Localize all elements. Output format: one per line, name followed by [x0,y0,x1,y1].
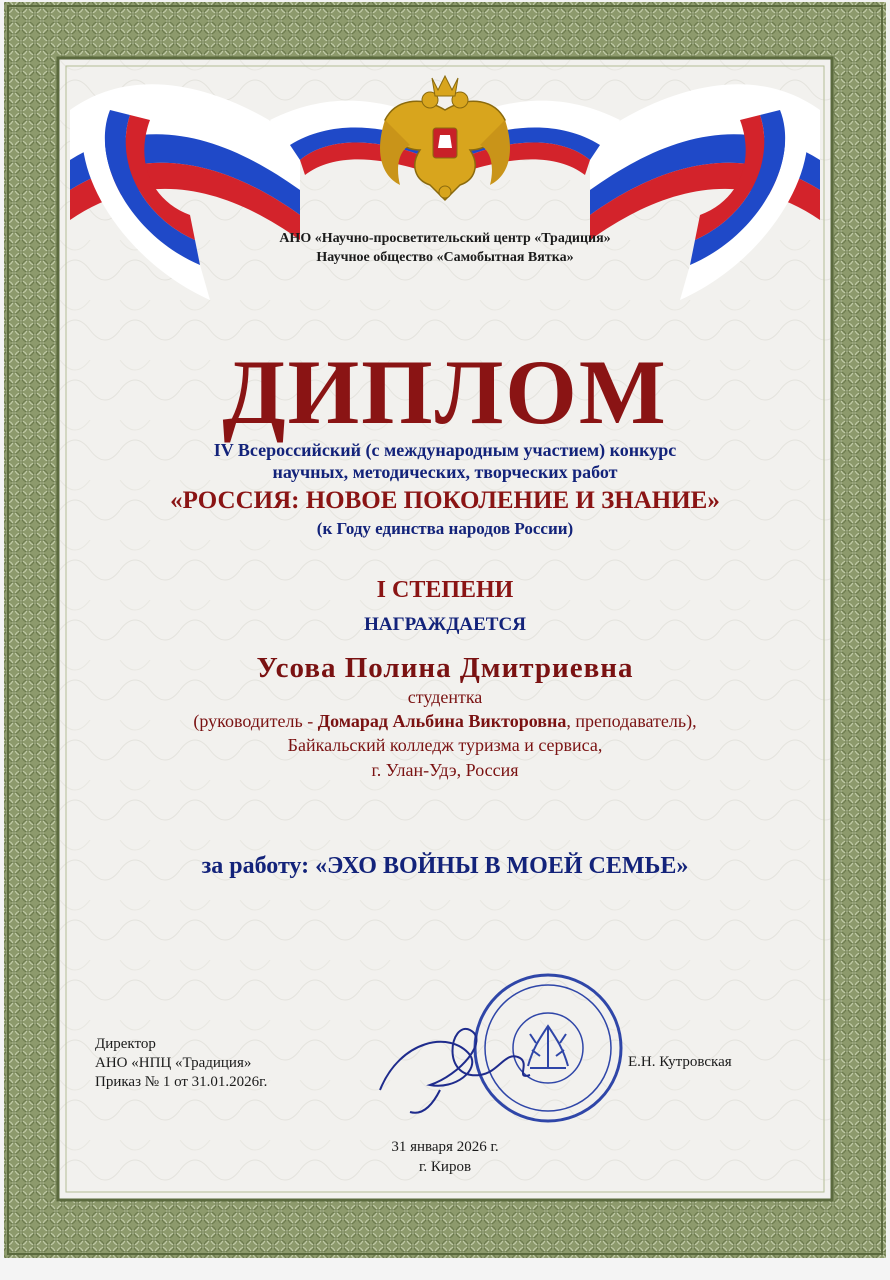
issue-city: г. Киров [418,1159,472,1175]
work-title: за работу: «ЭХО ВОЙНЫ В МОЕЙ СЕМЬЕ» [201,853,689,879]
awarded-label: НАГРАЖДАЕТСЯ [364,614,526,635]
location: г. Улан-Удэ, Россия [371,760,519,780]
organization-names [0,229,890,267]
supervisor-prefix: (руководитель - [193,711,318,731]
supervisor-name: Домарад Альбина Викторовна [317,711,567,731]
contest-line-1: IV Всероссийский (с международным участием) конкурс [213,440,677,460]
signer-organization: АНО «НПЦ «Традиция» [95,1055,252,1071]
issue-date: 31 января 2026 г. [391,1139,499,1155]
contest-name: «РОССИЯ: НОВОЕ ПОКОЛЕНИЕ И ЗНАНИЕ» [170,487,720,514]
org-line-2: Научное общество «Самобытная Вятка» [316,250,574,265]
order-reference: Приказ № 1 от 31.01.2026г. [95,1074,268,1090]
diploma-title: ДИПЛОМ [222,341,668,443]
award-degree: I СТЕПЕНИ [376,577,514,603]
recipient-name: Усова Полина Дмитриевна [256,652,634,684]
org-line-1: АНО «Научно-просветительский центр «Традиция» [279,231,611,246]
supervisor-line [0,710,890,732]
recipient-status: студентка [407,687,483,707]
signer-name: Е.Н. Кутровская [628,1054,732,1070]
signer-role: Директор [95,1036,156,1052]
contest-subtitle: (к Году единства народов России) [316,519,574,538]
supervisor-suffix: , преподаватель), [566,711,697,731]
contest-line-2: научных, методических, творческих работ [272,462,618,482]
institution: Байкальский колледж туризма и сервиса, [287,735,603,755]
